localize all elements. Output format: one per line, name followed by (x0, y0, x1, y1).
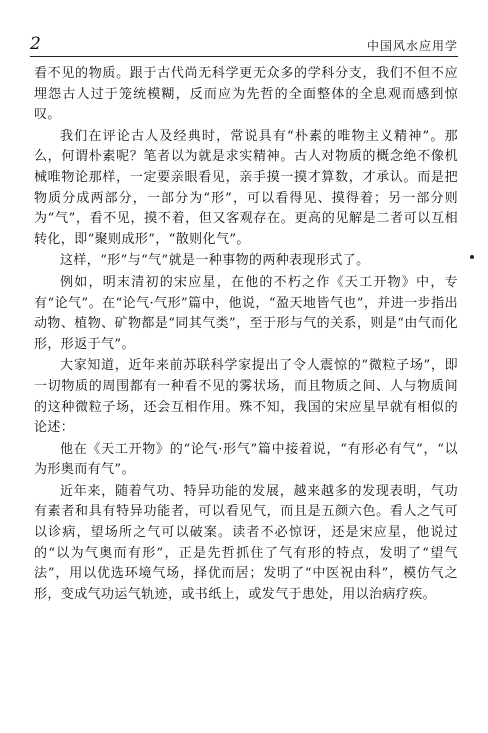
paragraph-5: 大家知道，近年来前苏联科学家提出了令人震惊的“微粒子场”，即一切物质的周围都有一种看不见的雾状场，而且物质之间、人与物质间的这种微粒子场，还会互相作用。殊不知，我国的宋应星早就有相似的论述： (34, 358, 458, 436)
page-body (34, 64, 458, 606)
paragraph-2: 我们在评论古人及经典时，常说具有“朴素的唯物主义精神”。那么，何谓朴素呢？笔者以为就是求实精神。古人对物质的概念绝不像机械唯物论那样，一定要亲眼看见，亲手摸一摸才算数，才承认。而是把物质分成两部分，一部分为“形”，可以看得见、摸得着；另一部分则为“气”，看不见，摸不着，但又客观存在。更高的见解是二者可以互相转化，即“聚则成形”，“散则化气”。 (34, 128, 458, 247)
margin-dot-mark (470, 255, 474, 259)
page-number: 2 (30, 34, 41, 54)
paragraph-3: 这样，“形”与“气”就是一种事物的两种表现形式了。 (60, 253, 370, 269)
paragraph-6: 他在《天工开物》的“论气·形气”篇中接着说，“有形必有气”，“以为形奥而有气”。 (34, 441, 458, 478)
paragraph-4: 例如，明末清初的宋应星，在他的不朽之作《天工开物》中，专有“论气”。在“论气·气形”篇中，他说，“盈天地皆气也”，并进一步指出动物、植物、矿物都是“同其气类”，至于形与气的关系，则是“由气而化形，形返于气”。 (34, 274, 458, 352)
running-title: 中国风水应用学 (366, 39, 458, 53)
paragraph-7: 近年来，随着气功、特异功能的发展，越来越多的发现表明，气功有素者和具有特异功能者，可以看见气，而且是五颜六色。看人之气可以诊病，望场所之气可以破案。读者不必惊讶，还是宋应星，他说过的“以为气奥而有形”，正是先哲抓住了气有形的特点，发明了“望气法”，用以优选环境气场，择优而居；发明了“中医祝由科”，模仿气之形，变成气功运气轨迹，或书纸上，或发气于患处，用以治病疗疾。 (34, 483, 458, 602)
paragraph-1: 看不见的物质。跟于古代尚无科学更无众多的学科分支，我们不但不应埋怨古人过于笼统模糊，反而应为先哲的全面整体的全息观而感到惊叹。 (34, 66, 458, 123)
page-header (30, 34, 458, 57)
